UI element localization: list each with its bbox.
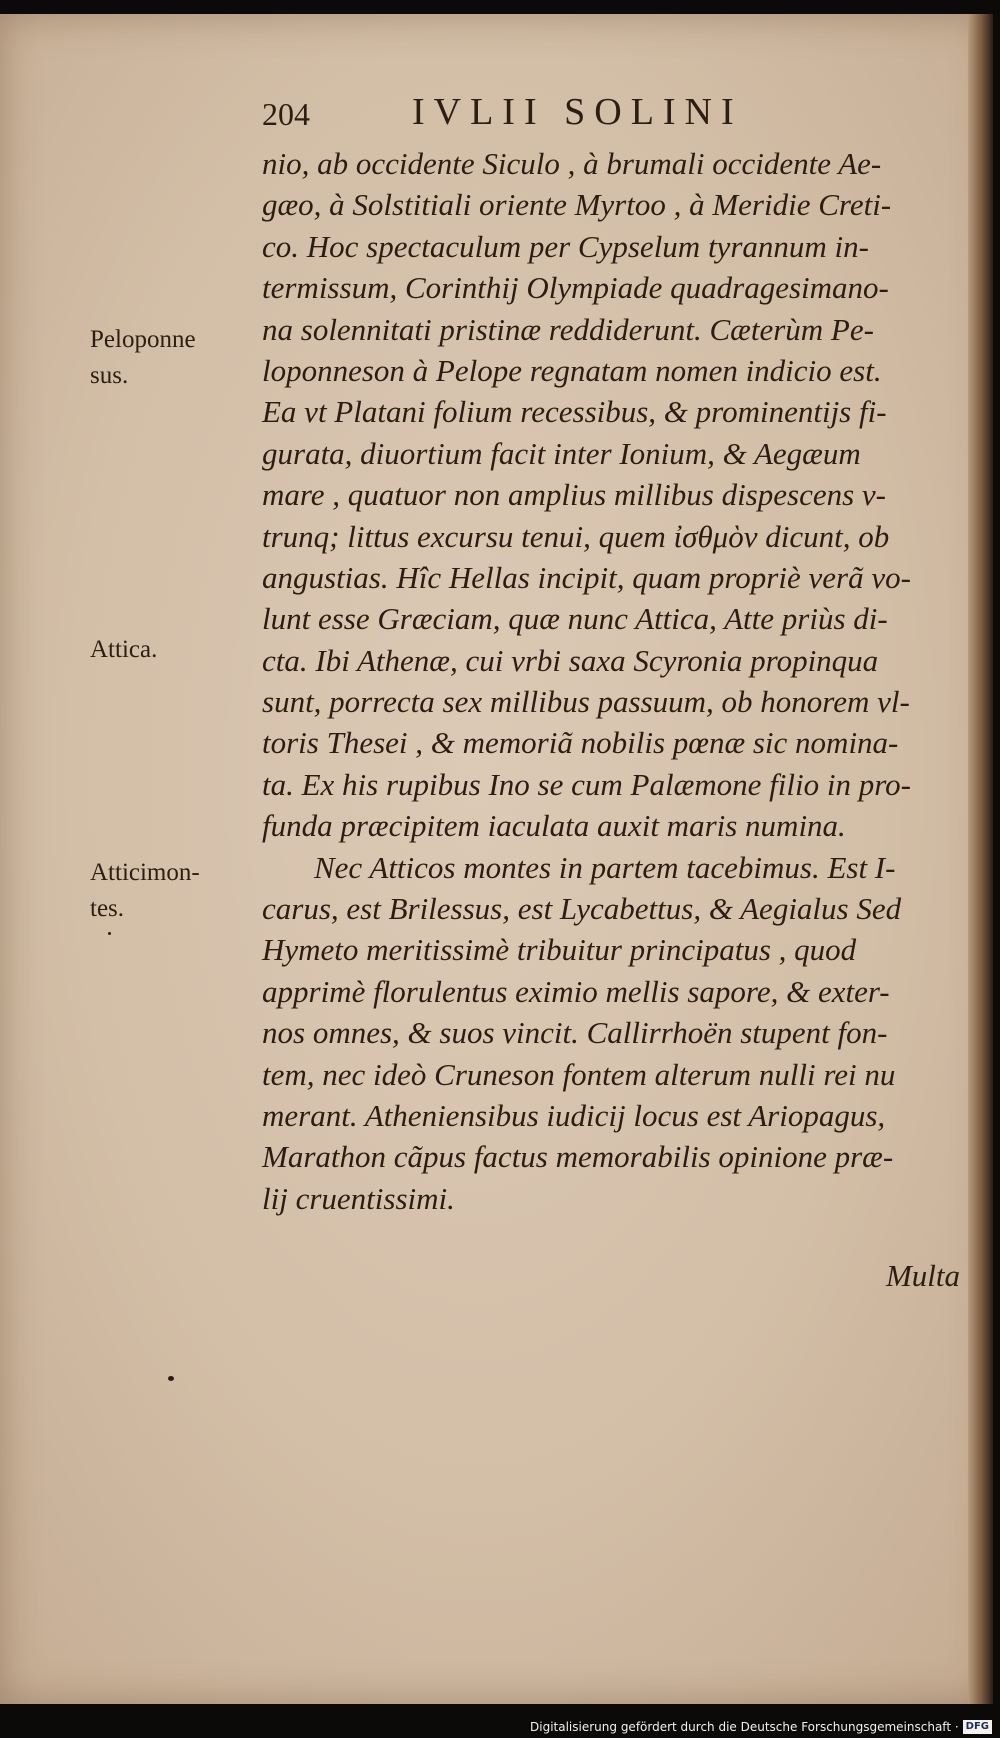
text-line: nos omnes, & suos vincit. Callirrhoën stupent fon- [262,1015,888,1051]
ink-speck [168,1376,174,1381]
marginal-note-attica [90,632,157,668]
text-line: co. Hoc spectaculum per Cypselum tyrannum in- [262,228,869,264]
text-line: Hymeto meritissimè tribuitur principatus , quod [262,932,857,968]
digitization-credit [530,1719,992,1735]
marginal-note-peloponnesus [90,322,196,394]
text-line: mare , quatuor non amplius millibus dispescens v- [262,477,886,513]
text-line: gæo, à Solstitiali oriente Myrtoo , à Meridie Creti- [262,187,892,223]
text-line: trunq; littus excursu tenui, quem ἰσθμὸν dicunt, ob [262,518,890,554]
text-line: Ea vt Platani folium recessibus, & prominentijs fi- [262,394,887,430]
text-line: termissum, Corinthij Olympiade quadragesimano- [262,270,889,306]
paragraph-start-line: Nec Atticos montes in partem tacebimus. Est I- [314,849,896,885]
credit-text: Digitalisierung gefördert durch die Deutsche Forschungsgemeinschaft · [530,1720,959,1734]
catchword: Multa [885,1258,960,1293]
text-line: cta. Ibi Athenæ, cui vrbi saxa Scyronia propinqua [262,642,879,678]
text-line: carus, est Brilessus, est Lycabettus, & Aegialus Sed [262,891,902,927]
marginal-note-attici-montes [90,855,200,927]
page-number: 204 [262,96,310,132]
text-line: Marathon cãpus factus memorabilis opinione præ- [262,1139,894,1175]
text-line: funda præcipitem iaculata auxit maris numina. [262,808,846,844]
page-header [262,90,962,140]
text-line: ta. Ex his rupibus Ino se cum Palæmone filio in pro- [262,766,911,802]
text-line: lij cruentissimi. [262,1180,455,1216]
marginal-note-line: Atticimon- [90,859,200,886]
text-line: apprimè florulentus eximio mellis sapore, & exter- [262,973,890,1009]
body-text [262,143,962,1219]
marginal-note-line: Attica. [90,636,158,663]
ink-speck [108,932,111,935]
marginal-note-line: tes. [90,895,125,922]
text-line: tem, nec ideò Cruneson fontem alterum nulli rei nu [262,1056,896,1092]
text-line: loponneson à Pelope regnatam nomen indicio est. [262,352,882,388]
running-title: IVLII SOLINI [412,91,743,133]
text-line: sunt, porrecta sex millibus passuum, ob honorem vl- [262,684,910,720]
text-line: gurata, diuortium facit inter Ionium, & Aegæum [262,435,861,471]
text-line: nio, ab occidente Siculo , à brumali occidente Ae- [262,146,882,181]
page-edge [968,14,993,1704]
marginal-note-line: sus. [90,362,129,389]
text-line: merant. Atheniensibus iudicij locus est Ariopagus, [262,1097,886,1133]
marginal-note-line: Peloponne [90,326,196,353]
text-line: angustias. Hîc Hellas incipit, quam propriè verã vo- [262,559,911,595]
text-line: toris Thesei , & memoriã nobilis pœnæ sic nomina- [262,725,899,761]
text-line: lunt esse Græciam, quæ nunc Attica, Atte priùs di- [262,601,888,637]
dfg-logo: DFG [963,1720,992,1734]
text-line: na solennitati pristinæ reddiderunt. Cæterùm Pe- [262,311,874,347]
